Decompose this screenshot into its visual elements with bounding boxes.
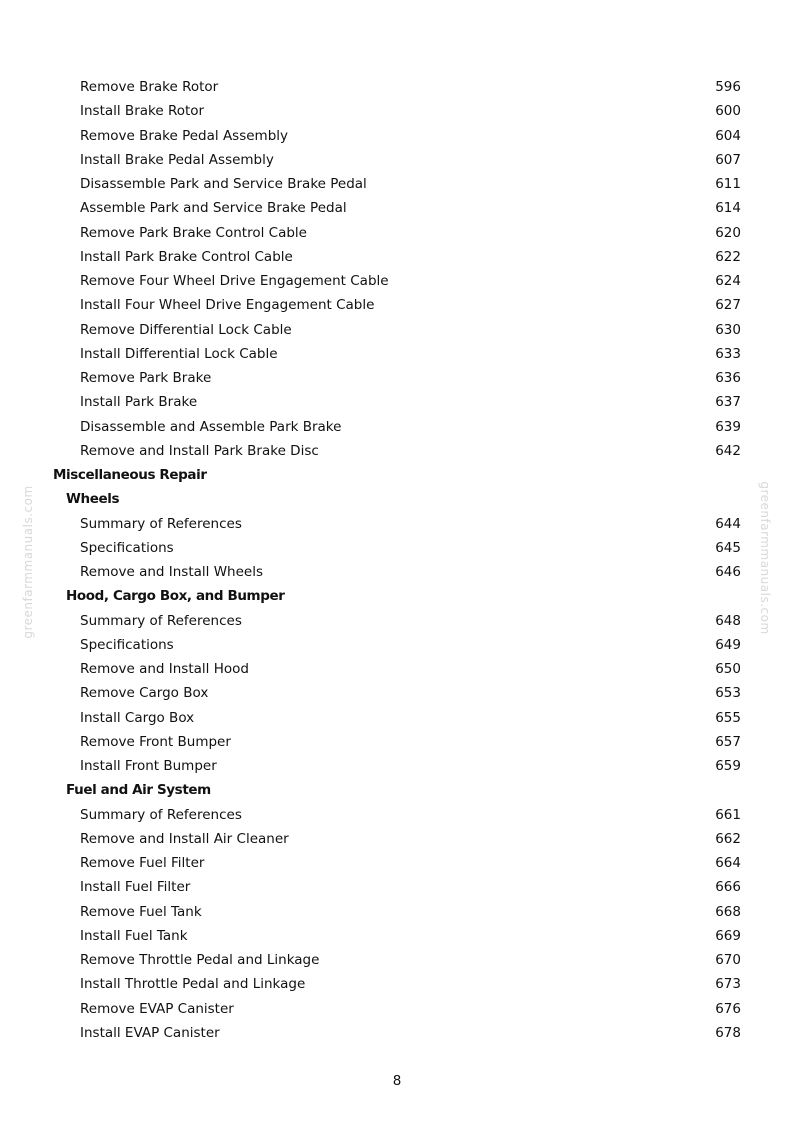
toc-entry-page: 657 [715, 733, 741, 750]
toc-entry-page: 642 [715, 442, 741, 459]
toc-entry[interactable] [0, 172, 794, 196]
toc-entry-title: Remove Brake Rotor [80, 79, 219, 95]
toc-entry-page: 630 [715, 321, 741, 338]
watermark-left: greenfarmmanuals.com [21, 485, 35, 639]
toc-entry[interactable] [0, 924, 794, 948]
toc-entry-page: 633 [715, 345, 741, 362]
page-number: 8 [392, 1073, 402, 1089]
toc-entry[interactable] [0, 900, 794, 924]
toc-entry-title: Specifications [80, 539, 174, 556]
toc-entry-page: 596 [715, 79, 741, 95]
toc-entry-title: Remove Throttle Pedal and Linkage [80, 952, 320, 968]
toc-entry-title: Install Fuel Filter [80, 879, 191, 896]
toc-entry[interactable] [0, 390, 794, 414]
toc-entry[interactable] [0, 512, 794, 536]
toc-entry[interactable] [0, 269, 794, 293]
toc-entry[interactable] [0, 293, 794, 317]
toc-entry[interactable] [0, 245, 794, 269]
toc-entry-title: Install Throttle Pedal and Linkage [80, 976, 306, 993]
toc-entry-title: Remove Brake Pedal Assembly [80, 127, 289, 144]
toc-entry-title: Install Park Brake [80, 394, 198, 411]
toc-entry-title: Summary of References [80, 806, 242, 823]
toc-entry-title: Install Four Wheel Drive Engagement Cable [80, 297, 375, 314]
toc-chapter[interactable] [0, 463, 794, 487]
toc-entry-page: 637 [715, 394, 741, 411]
toc-entry-page: 673 [715, 976, 741, 993]
toc-entry-title: Install Cargo Box [80, 709, 195, 726]
toc-section[interactable] [0, 584, 794, 608]
toc-entry-title: Install Park Brake Control Cable [80, 248, 293, 265]
toc-entry-title: Remove Park Brake [80, 370, 212, 386]
toc-entry[interactable] [0, 148, 794, 172]
toc-entry-title: Assemble Park and Service Brake Pedal [80, 200, 347, 217]
toc-entry-title: Remove and Install Hood [80, 661, 249, 677]
toc-entry[interactable] [0, 657, 794, 681]
toc-entry[interactable] [0, 536, 794, 560]
toc-entry[interactable] [0, 415, 794, 439]
toc-entry-page: 650 [715, 661, 741, 677]
toc-entry-page: 668 [715, 903, 741, 920]
toc-entry-title: Remove and Install Air Cleaner [80, 830, 289, 847]
watermark-right: greenfarmmanuals.com [758, 481, 772, 635]
toc-entry-title: Remove Differential Lock Cable [80, 321, 292, 338]
toc-entry[interactable] [0, 75, 794, 99]
toc-entry-page: 676 [715, 1000, 741, 1017]
toc-entry-title: Remove and Install Park Brake Disc [80, 442, 319, 459]
toc-entry[interactable] [0, 754, 794, 778]
toc-entry-page: 664 [715, 855, 741, 871]
toc-entry-title: Install Brake Rotor [80, 103, 205, 120]
toc-entry-title: Specifications [80, 636, 174, 653]
toc-entry-title: Remove EVAP Canister [80, 1000, 234, 1017]
toc-entry-title: Remove Fuel Tank [80, 903, 202, 920]
toc-entry-page: 646 [715, 564, 741, 580]
toc-entry-title: Install EVAP Canister [80, 1024, 220, 1041]
toc-entry[interactable] [0, 221, 794, 245]
toc-entry[interactable] [0, 851, 794, 875]
toc-entry[interactable] [0, 366, 794, 390]
toc-entry-title: Disassemble and Assemble Park Brake [80, 418, 342, 435]
toc-entry-title: Remove Park Brake Control Cable [80, 224, 307, 241]
toc-entry-page: 662 [715, 830, 741, 847]
toc-section[interactable] [0, 487, 794, 511]
toc-entry-page: 666 [715, 879, 741, 896]
toc-entry[interactable] [0, 633, 794, 657]
toc-entry-title: Install Brake Pedal Assembly [80, 151, 274, 168]
toc-entry[interactable] [0, 997, 794, 1021]
toc-entry-page: 649 [715, 636, 741, 653]
toc-entry[interactable] [0, 972, 794, 996]
toc-entry-page: 678 [715, 1024, 741, 1041]
toc-entry-title: Summary of References [80, 515, 242, 532]
toc-entry-page: 607 [715, 151, 741, 168]
toc-entry-page: 614 [715, 200, 741, 217]
toc-entry-title: Fuel and Air System [66, 782, 211, 799]
toc-entry-page: 624 [715, 273, 741, 289]
toc-entry-title: Hood, Cargo Box, and Bumper [66, 588, 285, 605]
toc-entry[interactable] [0, 439, 794, 463]
toc-entry[interactable] [0, 948, 794, 972]
toc-entry[interactable] [0, 342, 794, 366]
toc-entry-title: Remove Cargo Box [80, 685, 209, 702]
toc-entry[interactable] [0, 1021, 794, 1045]
toc-entry[interactable] [0, 681, 794, 705]
toc-entry-page: 644 [715, 515, 741, 532]
toc-entry-page: 639 [715, 418, 741, 435]
toc-entry[interactable] [0, 803, 794, 827]
toc-entry[interactable] [0, 318, 794, 342]
toc-entry-page: 645 [715, 539, 741, 556]
toc-entry[interactable] [0, 827, 794, 851]
toc-entry-page: 604 [715, 127, 741, 144]
toc-entry-page: 636 [715, 370, 741, 386]
toc-entry-page: 655 [715, 709, 741, 726]
toc-entry-title: Install Fuel Tank [80, 927, 188, 944]
toc-entry-title: Summary of References [80, 612, 242, 629]
toc-entry-page: 661 [715, 806, 741, 823]
toc-entry-title: Remove Fuel Filter [80, 855, 205, 871]
toc-entry-title: Remove Front Bumper [80, 733, 231, 750]
toc-entry[interactable] [0, 875, 794, 899]
toc-entry-page: 648 [715, 612, 741, 629]
toc-entry-page: 669 [715, 927, 741, 944]
toc-entry-page: 653 [715, 685, 741, 702]
toc-entry-title: Install Front Bumper [80, 758, 217, 774]
toc-entry-title: Miscellaneous Repair [53, 467, 207, 483]
toc-entry-page: 670 [715, 952, 741, 968]
toc-entry[interactable] [0, 99, 794, 123]
toc-section[interactable] [0, 778, 794, 802]
toc-entry-page: 622 [715, 248, 741, 265]
toc-entry-title: Remove Four Wheel Drive Engagement Cable [80, 273, 389, 289]
toc-entry-title: Disassemble Park and Service Brake Pedal [80, 176, 367, 192]
toc-entry-title: Remove and Install Wheels [80, 564, 263, 580]
toc-entry-title: Install Differential Lock Cable [80, 345, 278, 362]
toc-entry-page: 600 [715, 103, 741, 120]
toc-entry[interactable] [0, 706, 794, 730]
toc-entry-page: 627 [715, 297, 741, 314]
toc-entry[interactable] [0, 609, 794, 633]
toc-entry[interactable] [0, 196, 794, 220]
toc-entry[interactable] [0, 730, 794, 754]
toc-entry-page: 659 [715, 758, 741, 774]
toc-entry[interactable] [0, 124, 794, 148]
toc-entry[interactable] [0, 560, 794, 584]
toc-entry-title: Wheels [66, 491, 120, 508]
toc-entry-page: 620 [715, 224, 741, 241]
toc-entry-page: 611 [715, 176, 741, 192]
table-of-contents [0, 75, 794, 1045]
